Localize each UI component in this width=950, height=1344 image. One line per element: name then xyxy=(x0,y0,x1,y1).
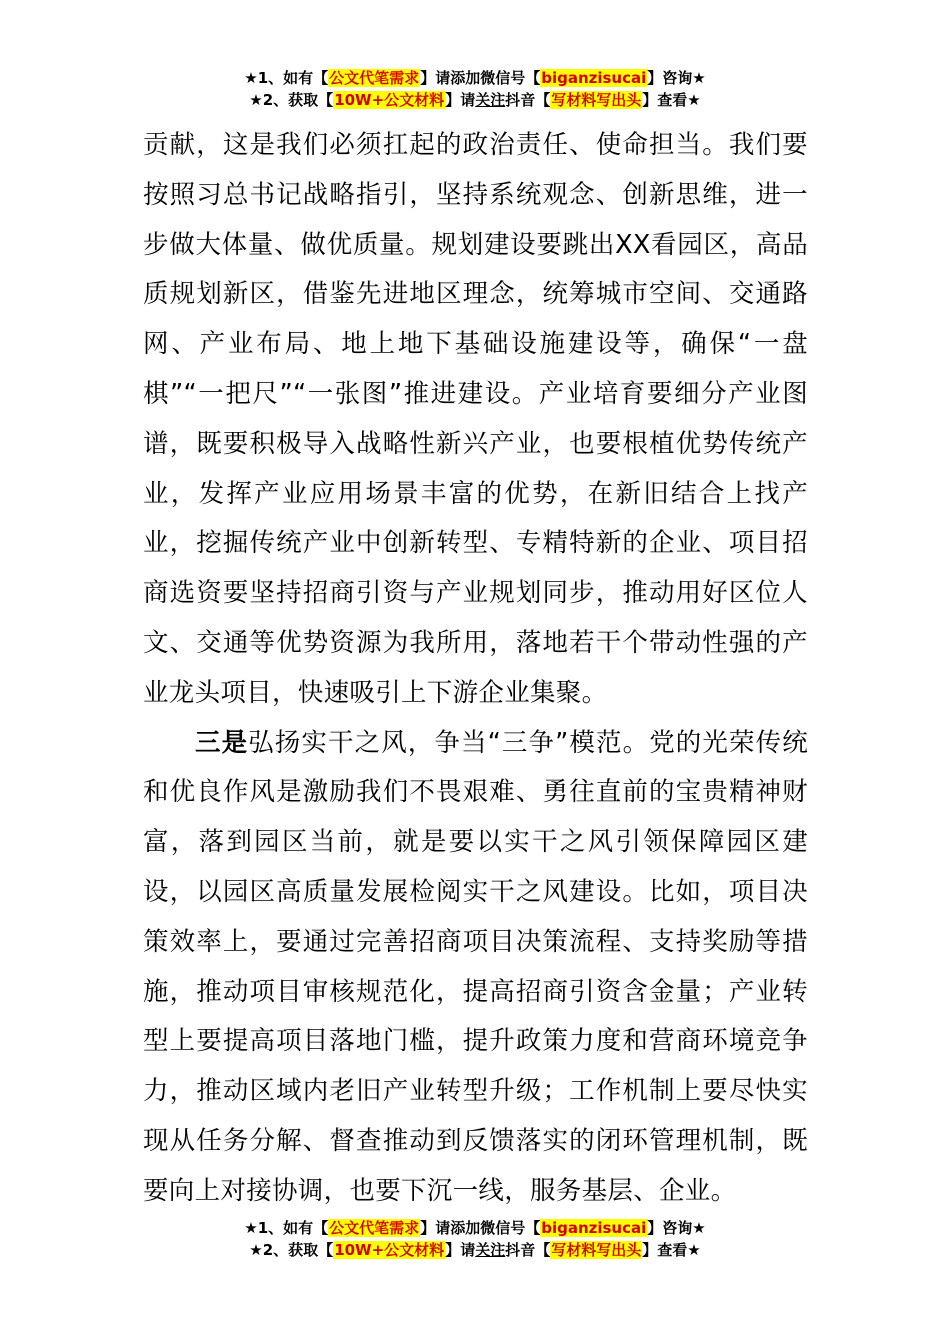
douyin-account-highlight: 写材料写出头 xyxy=(551,91,642,109)
paragraph-2-text: 弘扬实干之风，争当“三争”模范。党的光荣传统和优良作风是激励我们不畏艰难、勇往直前的宝贵精神财富，落到园区当前，就是要以实干之风引领保障园区建设，以园区高质量发展检阅实干之风建设。比如，项目决策效率上，要通过完善招商项目决策流程、支持奖励等措施，推动项目审核规范化，提高招商引资含金量；产业转型上要提高项目落地门槛，提升政策力度和营商环境竞争力，推动区域内老旧产业转型升级；工作机制上要尽快实现从任务分解、督查推动到反馈落实的闭环管理机制，既要向上对接协调，也要下沉一线，服务基层、企业。 xyxy=(143,727,808,1206)
promo-text: ★1、如有【 xyxy=(244,69,329,87)
promo-text: 】查看★ xyxy=(642,1241,701,1259)
promo-text: ★1、如有【 xyxy=(244,1219,329,1237)
promo-text: 】请 xyxy=(445,91,476,109)
promo-text: 】请添加微信号【 xyxy=(420,69,541,87)
promo-text: 抖音【 xyxy=(505,91,551,109)
promo-highlight: 公文代笔需求 xyxy=(329,1219,420,1237)
douyin-account-highlight: 写材料写出头 xyxy=(551,1241,642,1259)
promo-line-2 xyxy=(0,90,950,112)
promo-highlight: 公文代笔需求 xyxy=(329,69,420,87)
promo-highlight: 10W+公文材料 xyxy=(334,91,445,109)
document-body xyxy=(143,121,808,1217)
footer-promo xyxy=(0,1218,950,1262)
promo-line-1 xyxy=(0,1218,950,1240)
promo-underlined: 关注 xyxy=(475,1241,506,1259)
promo-highlight: 10W+公文材料 xyxy=(334,1241,445,1259)
wechat-id-highlight: biganzisucai xyxy=(541,69,647,87)
promo-text: 】咨询★ xyxy=(647,1219,706,1237)
promo-line-1 xyxy=(0,68,950,90)
promo-text: 抖音【 xyxy=(505,1241,551,1259)
promo-text: ★2、获取【 xyxy=(249,1241,334,1259)
promo-underlined: 关注 xyxy=(475,91,506,109)
paragraph-2 xyxy=(143,719,808,1217)
paragraph-lead: 三是 xyxy=(195,727,249,758)
wechat-id-highlight: biganzisucai xyxy=(541,1219,647,1237)
promo-text: 】咨询★ xyxy=(647,69,706,87)
header-promo xyxy=(0,68,950,112)
promo-text: ★2、获取【 xyxy=(249,91,334,109)
promo-line-2 xyxy=(0,1240,950,1262)
promo-text: 】请 xyxy=(445,1241,476,1259)
promo-text: 】请添加微信号【 xyxy=(420,1219,541,1237)
promo-text: 】查看★ xyxy=(642,91,701,109)
paragraph-1: 贡献，这是我们必须扛起的政治责任、使命担当。我们要按照习总书记战略指引，坚持系统观念、创新思维，进一步做大体量、做优质量。规划建设要跳出XX看园区，高品质规划新区，借鉴先进地区理念，统筹城市空间、交通路网、产业布局、地上地下基础设施建设等，确保“一盘棋”“一把尺”“一张图”推进建设。产业培育要细分产业图谱，既要积极导入战略性新兴产业，也要根植优势传统产业，发挥产业应用场景丰富的优势，在新旧结合上找产业，挖掘传统产业中创新转型、专精特新的企业、项目招商选资要坚持招商引资与产业规划同步，推动用好区位人文、交通等优势资源为我所用，落地若干个带动性强的产业龙头项目，快速吸引上下游企业集聚。 xyxy=(143,130,808,708)
